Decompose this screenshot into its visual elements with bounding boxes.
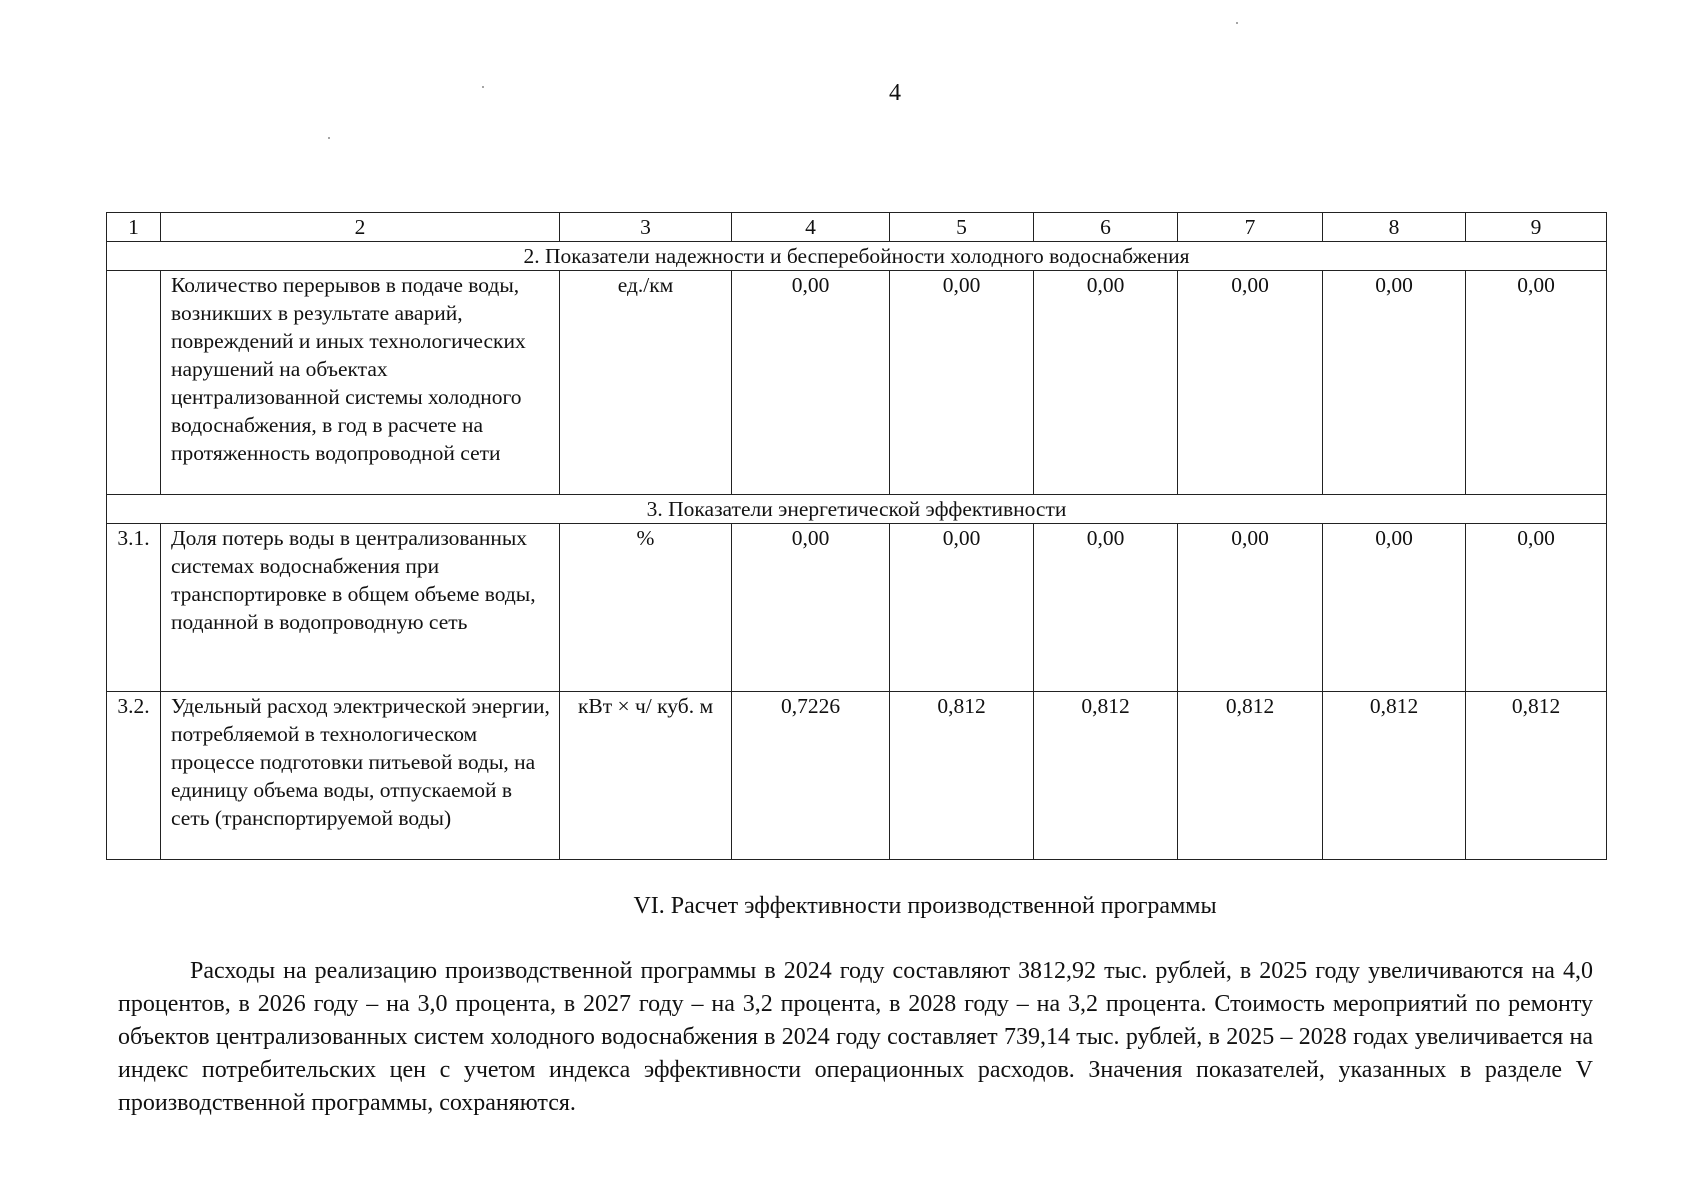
row-value: 0,00 — [732, 524, 890, 692]
column-header: 3 — [560, 213, 732, 242]
body-paragraph: Расходы на реализацию производственной программы в 2024 году составляют 3812,92 тыс. рублей, в 2025 году увеличиваются на 4,0 процентов, в 2026 году – на 3,0 процента, в 2027 году – на 3,2 процента, в 2028 году – на 3,2 процента. Стоимость мероприятий по ремонту объектов централизованных систем холодного водоснабжения в 2024 году составляет 739,14 тыс. рублей, в 2025 – 2028 годах увеличивается на индекс потребительских цен с учетом индекса эффективности операционных расходов. Значения показателей, указанных в разделе V производственной программы, сохраняются. — [118, 958, 1593, 1116]
row-number: 3.1. — [107, 524, 161, 692]
row-value: 0,00 — [890, 524, 1034, 692]
row-unit: % — [560, 524, 732, 692]
table-header-row — [107, 213, 1607, 242]
row-value: 0,00 — [1466, 524, 1607, 692]
row-value: 0,812 — [890, 692, 1034, 860]
row-unit: ед./км — [560, 271, 732, 495]
row-value: 0,812 — [1323, 692, 1466, 860]
column-header: 1 — [107, 213, 161, 242]
row-value: 0,00 — [1034, 524, 1178, 692]
row-number: 3.2. — [107, 692, 161, 860]
section-title: 3. Показатели энергетической эффективности — [107, 495, 1607, 524]
row-value: 0,00 — [1323, 524, 1466, 692]
column-header: 8 — [1323, 213, 1466, 242]
column-header: 5 — [890, 213, 1034, 242]
scan-speck — [328, 137, 330, 139]
column-header: 6 — [1034, 213, 1178, 242]
table-row — [107, 692, 1607, 860]
row-value: 0,00 — [1034, 271, 1178, 495]
row-value: 0,00 — [1466, 271, 1607, 495]
row-value: 0,00 — [1178, 524, 1323, 692]
section-row — [107, 495, 1607, 524]
column-header: 2 — [161, 213, 560, 242]
table-row — [107, 271, 1607, 495]
column-header: 9 — [1466, 213, 1607, 242]
row-value: 0,812 — [1466, 692, 1607, 860]
scan-speck — [482, 86, 484, 88]
row-description: Доля потерь воды в централизованных системах водоснабжения при транспортировке в общем объеме воды, поданной в водопроводную сеть — [161, 524, 560, 692]
row-value: 0,812 — [1178, 692, 1323, 860]
page-number: 4 — [889, 80, 901, 106]
row-value: 0,00 — [1323, 271, 1466, 495]
row-unit: кВт × ч/ куб. м — [560, 692, 732, 860]
column-header: 4 — [732, 213, 890, 242]
row-value: 0,7226 — [732, 692, 890, 860]
table-row — [107, 524, 1607, 692]
section-title: 2. Показатели надежности и бесперебойности холодного водоснабжения — [107, 242, 1607, 271]
row-value: 0,00 — [890, 271, 1034, 495]
row-value: 0,00 — [1178, 271, 1323, 495]
column-header: 7 — [1178, 213, 1323, 242]
scan-speck — [1236, 22, 1238, 24]
row-number — [107, 271, 161, 495]
indicators-table — [106, 212, 1607, 860]
row-description: Количество перерывов в подаче воды, возникших в результате аварий, повреждений и иных технологических нарушений на объектах централизованной системы холодного водоснабжения, в год в расчете на протяженность водопроводной сети — [161, 271, 560, 495]
section-row — [107, 242, 1607, 271]
row-value: 0,00 — [732, 271, 890, 495]
section-heading: VI. Расчет эффективности производственной программы — [633, 893, 1217, 919]
row-value: 0,812 — [1034, 692, 1178, 860]
row-description: Удельный расход электрической энергии, потребляемой в технологическом процессе подготовки питьевой воды, на единицу объема воды, отпускаемой в сеть (транспортируемой воды) — [161, 692, 560, 860]
